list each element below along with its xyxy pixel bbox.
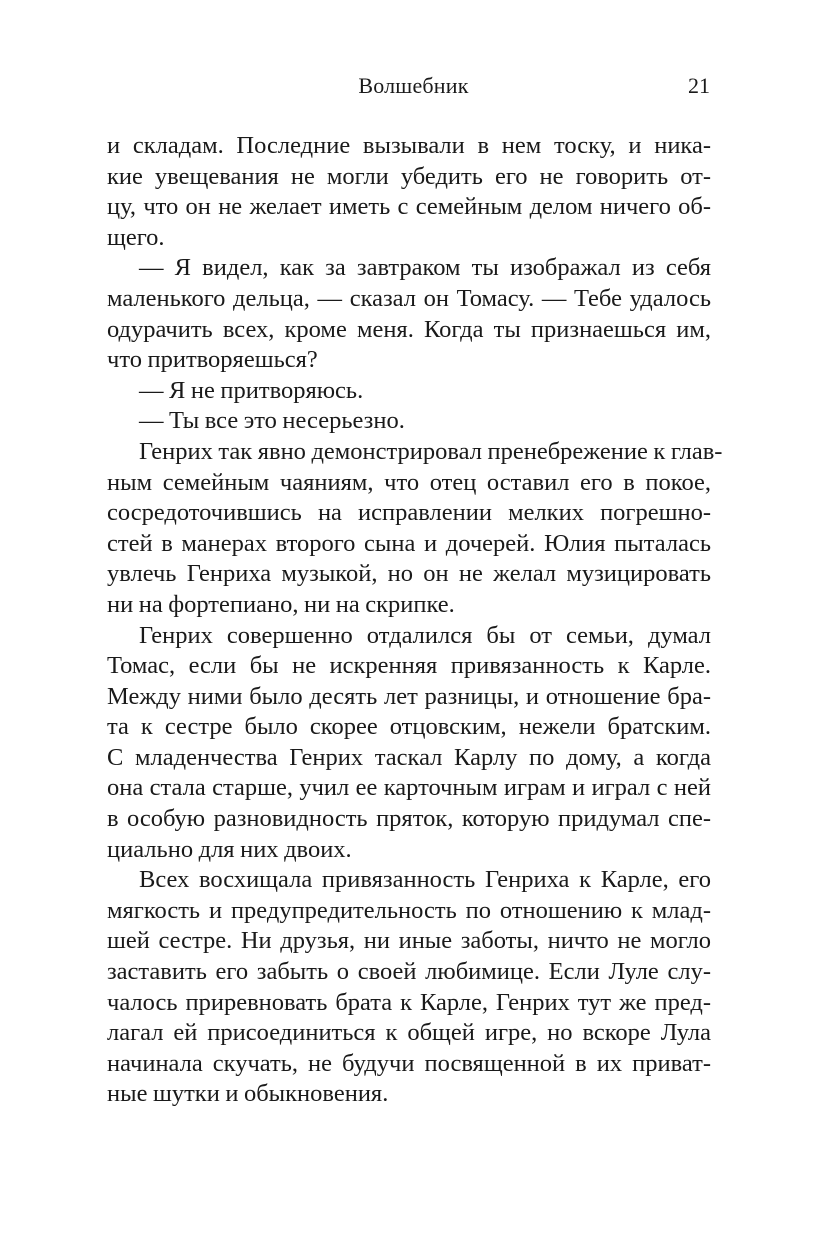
text-line: заставить его забыть о своей любимице. Если Луле слу-: [107, 958, 711, 986]
text-line: Между ними было десять лет разницы, и отношение бра-: [107, 682, 711, 710]
text-line: циально для них двоих.: [107, 835, 352, 863]
text-line: С младенчества Генрих таскал Карлу по дому, а когда: [107, 743, 711, 771]
paragraph-dialogue: [107, 406, 711, 437]
text-line: щего.: [107, 223, 165, 251]
text-line: ни на фортепиано, ни на скрипке.: [107, 590, 455, 618]
text-line: начинала скучать, не будучи посвященной в их приват-: [107, 1049, 711, 1077]
text-line: Генрих совершенно отдалился бы от семьи, думал: [139, 621, 711, 649]
paragraph: [107, 131, 711, 253]
text-line: увлечь Генриха музыкой, но он не желал музицировать: [107, 560, 711, 588]
text-line: что притворяешься?: [107, 346, 318, 374]
text-line: ным семейным чаяниям, что отец оставил его в покое,: [107, 468, 711, 496]
paragraph: [107, 865, 711, 1110]
paragraph: [107, 621, 711, 866]
text-line: ные шутки и обыкновения.: [107, 1080, 389, 1108]
text-line: кие увещевания не могли убедить его не говорить от-: [107, 162, 711, 190]
body-text: [107, 131, 723, 1110]
text-line: — Я не притворяюсь.: [139, 376, 364, 404]
text-line: маленького дельца, — сказал он Томасу. — Тебе удалось: [107, 284, 711, 312]
text-line: одурачить всех, кроме меня. Когда ты признаешься им,: [107, 315, 711, 343]
text-line: — Ты все это несерьезно.: [139, 407, 405, 435]
text-line: Генрих так явно демонстрировал пренебрежение к глав-: [139, 437, 723, 465]
text-line: и складам. Последние вызывали в нем тоску, и ника-: [107, 132, 711, 159]
text-line: в особую разновидность пряток, которую придумал спе-: [107, 805, 711, 833]
text-line: чалось приревновать брата к Карле, Генрих тут же пред-: [107, 988, 711, 1016]
paragraph-dialogue: [107, 376, 711, 407]
text-line: сосредоточившись на исправлении мелких погрешно-: [107, 499, 711, 527]
paragraph: [107, 437, 723, 621]
paragraph-dialogue: [107, 253, 711, 375]
text-line: шей сестре. Ни друзья, ни иные заботы, ничто не могло: [107, 927, 711, 955]
running-title: Волшебник: [358, 73, 469, 98]
text-line: Томас, если бы не искренняя привязанность к Карле.: [107, 652, 711, 680]
text-line: лагал ей присоединиться к общей игре, но вскоре Лула: [107, 1019, 711, 1047]
text-line: она стала старше, учил ее карточным играм и играл с ней: [107, 774, 711, 802]
text-line: цу, что он не желает иметь с семейным делом ничего об-: [107, 193, 711, 221]
text-line: — Я видел, как за завтраком ты изображал из себя: [139, 254, 711, 282]
page-number: 21: [688, 73, 710, 98]
text-line: Всех восхищала привязанность Генриха к Карле, его: [139, 866, 711, 894]
text-line: стей в манерах второго сына и дочерей. Юлия пыталась: [107, 529, 711, 557]
text-line: та к сестре было скорее отцовским, нежели братским.: [107, 713, 711, 741]
text-line: мягкость и предупредительность по отношению к млад-: [107, 896, 711, 924]
